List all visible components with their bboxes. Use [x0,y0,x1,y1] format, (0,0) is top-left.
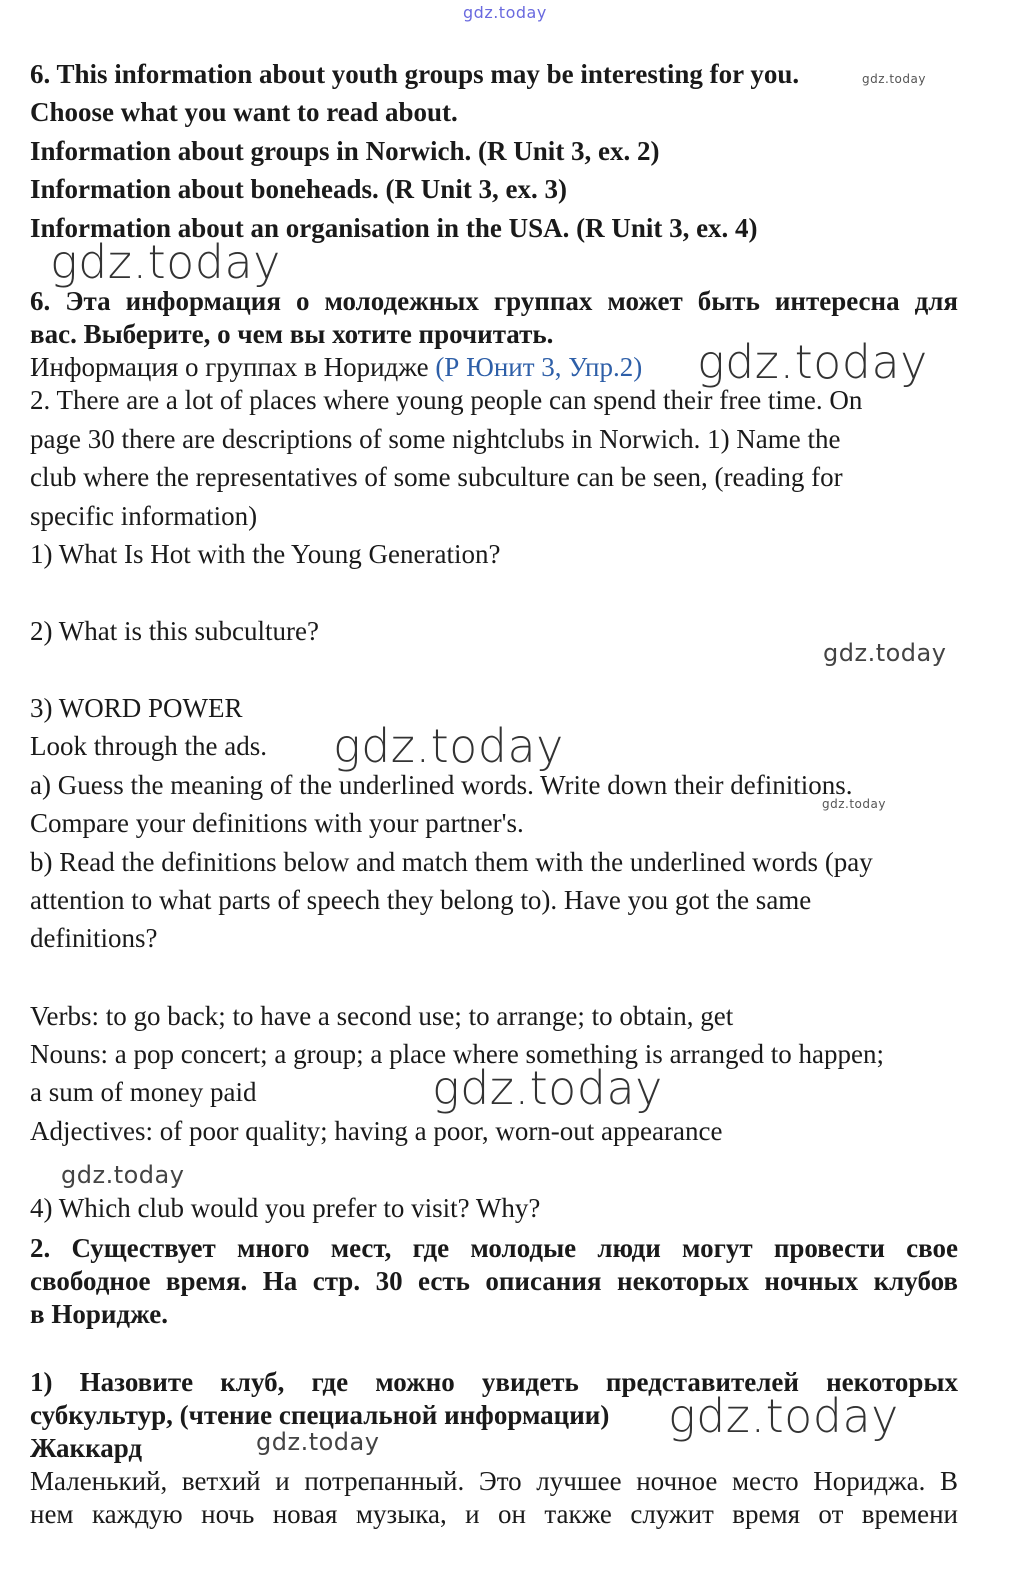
ru-translation-p2-line-1: 1) Назовите клуб, где можно увидеть представителей некоторых [30,1367,958,1397]
exercise-intro-line-2: page 30 there are descriptions of some nightclubs in Norwich. 1) Name the [30,424,841,454]
ru-heading-line-1: 6. Эта информация о молодежных группах может быть интересна для [30,286,958,316]
watermark-mid-3: gdz.today [256,1428,380,1456]
watermark-top: gdz.today [463,3,547,22]
question-2: 2) What is this subculture? [30,616,319,646]
watermark-big-3: gdz.today [333,719,564,773]
en-heading-line-3: Information about groups in Norwich. (R Unit 3, ex. 2) [30,136,660,166]
word-power-a-line-1: a) Guess the meaning of the underlined words. Write down their definitions. [30,770,853,800]
watermark-small-1: gdz.today [862,72,926,86]
watermark-big-4: gdz.today [432,1061,663,1115]
ru-heading-line-2: вас. Выберите, о чем вы хотите прочитать. [30,319,554,349]
adjectives-definitions: Adjectives: of poor quality; having a poor, worn-out appearance [30,1116,723,1146]
word-power-b-line-2: attention to what parts of speech they belong to). Have you got the same [30,885,812,915]
word-power-b-line-1: b) Read the definitions below and match them with the underlined words (pay [30,847,873,877]
club-description-line-1: Маленький, ветхий и потрепанный. Это лучшее ночное место Нориджа. В [30,1466,958,1496]
word-power-title: 3) WORD POWER [30,693,243,723]
watermark-small-2: gdz.today [822,797,886,811]
ru-translation-p1-line-1: 2. Существует много мест, где молодые люди могут провести свое [30,1233,958,1263]
club-name: Жаккард [30,1433,143,1463]
ru-heading-line-3-text: Информация о группах в Норидже [30,352,436,382]
ru-translation-p2-line-2: субкультур, (чтение специальной информации) [30,1400,610,1430]
en-heading-line-4: Information about boneheads. (R Unit 3, ex. 3) [30,174,568,204]
watermark-mid-2: gdz.today [61,1161,185,1189]
ru-heading-line-3 [30,350,642,384]
word-power-b-line-3: definitions? [30,923,158,953]
ru-translation-p1-line-3: в Норидже. [30,1299,169,1329]
en-heading-line-5: Information about an organisation in the USA. (R Unit 3, ex. 4) [30,213,758,243]
club-description-line-2: нем каждую ночь новая музыка, и он также служит время от времени [30,1499,958,1529]
ru-translation-p1-line-2: свободное время. На стр. 30 есть описания некоторых ночных клубов [30,1266,958,1296]
watermark-big-5: gdz.today [668,1389,899,1443]
word-power-look: Look through the ads. [30,731,267,761]
unit-reference-link[interactable]: (Р Юнит 3, Упр.2) [435,352,643,382]
watermark-big-2: gdz.today [697,335,928,389]
word-power-a-line-2: Compare your definitions with your partner's. [30,808,524,838]
verbs-definitions: Verbs: to go back; to have a second use; to arrange; to obtain, get [30,1001,734,1031]
question-4: 4) Which club would you prefer to visit? Why? [30,1193,541,1223]
watermark-big-1: gdz.today [50,235,281,289]
question-1: 1) What Is Hot with the Young Generation? [30,539,501,569]
en-heading-line-1: 6. This information about youth groups may be interesting for you. [30,59,800,89]
exercise-intro-line-3: club where the representatives of some subculture can be seen, (reading for [30,462,843,492]
nouns-definitions-line-1: Nouns: a pop concert; a group; a place where something is arranged to happen; [30,1039,884,1069]
exercise-intro-line-4: specific information) [30,501,258,531]
watermark-mid-1: gdz.today [823,639,947,667]
exercise-intro-line-1: 2. There are a lot of places where young people can spend their free time. On [30,385,863,415]
nouns-definitions-line-2: a sum of money paid [30,1077,257,1107]
en-heading-line-2: Choose what you want to read about. [30,97,458,127]
